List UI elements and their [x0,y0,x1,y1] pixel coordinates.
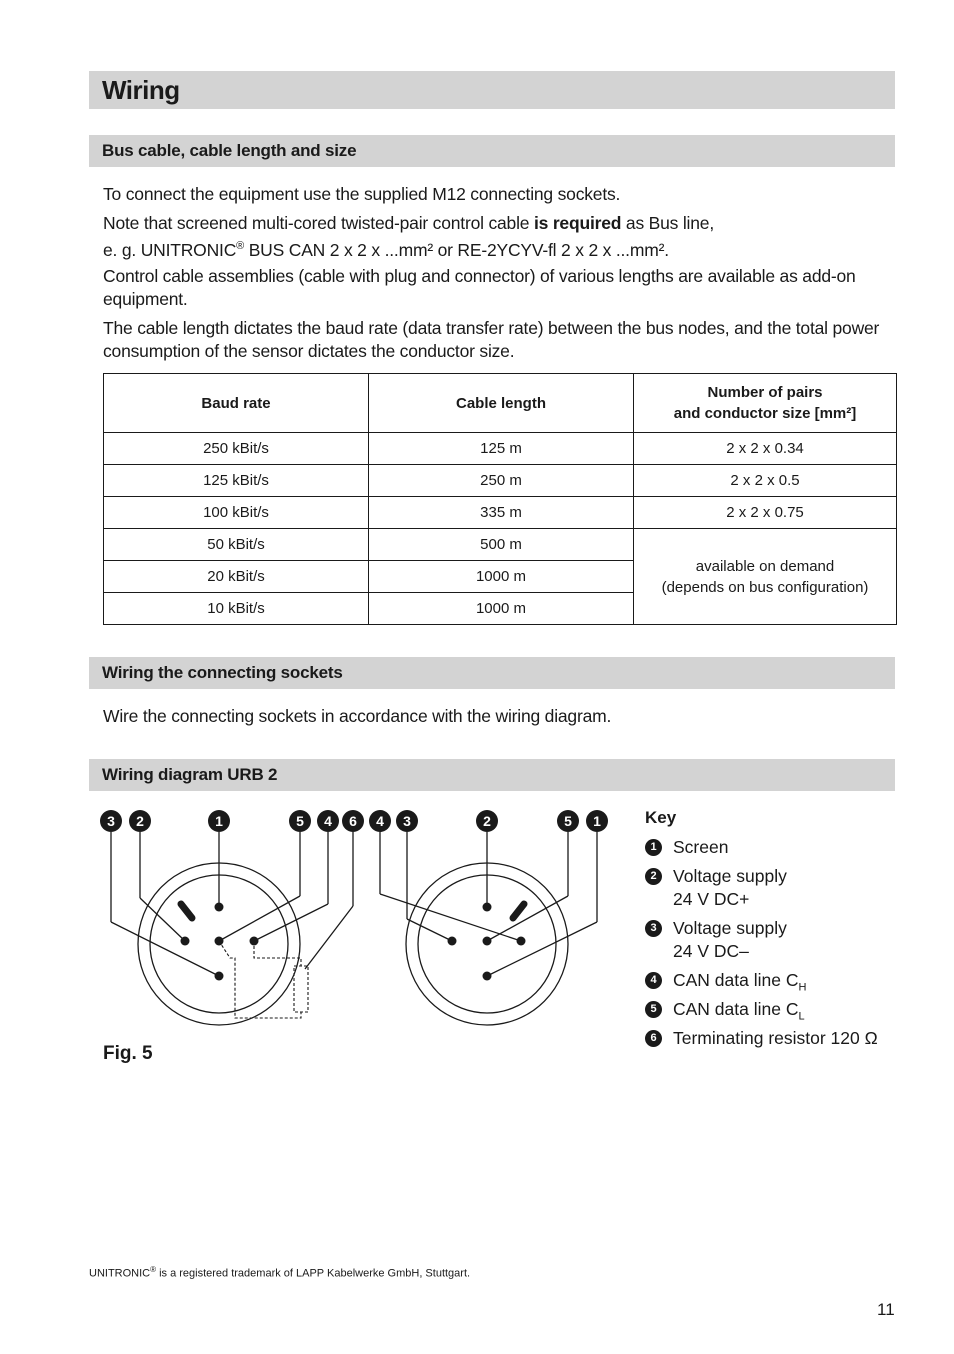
table-cell: 250 m [369,465,634,497]
key-label-subscript: H [798,981,807,994]
key-label-text: CAN data line C [673,970,799,990]
resistor-wire-dashed [254,941,301,966]
registered-mark: ® [236,240,245,252]
terminating-resistor [294,966,308,1012]
key-number: 4 [645,972,662,989]
table-cell: 2 x 2 x 0.5 [634,465,897,497]
pin-dot [483,903,492,912]
callout-number: 6 [349,813,357,829]
key-title: Key [645,808,677,827]
callout-number: 5 [296,813,304,829]
table-cell: 250 kBit/s [104,433,369,465]
section-title-sockets: Wiring the connecting sockets [102,663,343,682]
header-cable-length: Cable length [369,374,634,433]
pin-dot [517,937,526,946]
paragraph-assemblies: Control cable assemblies (cable with plug and connector) of various lengths are available as add-on equipment. [103,266,856,309]
page-title: Wiring [102,75,180,105]
key-label-line1: Voltage supply [673,918,787,938]
header-conductor-size-line2: and conductor size [mm²] [673,405,857,422]
leader-line [111,922,219,976]
footnote-text: is a registered trademark of LAPP Kabelwerke GmbH, Stuttgart. [156,1267,471,1280]
header-conductor-size-line1: Number of pairs [707,384,823,401]
table-cell: 335 m [369,497,634,529]
table-cell: 50 kBit/s [104,529,369,561]
key-label [673,865,787,911]
leader-line [407,919,452,941]
paragraph-wire-sockets: Wire the connecting sockets in accordance with the wiring diagram. [103,706,612,726]
paragraph-cable-note-text-d: BUS CAN 2 x 2 x ...mm² or RE-2YCYV-fl 2 x 2 x ...mm². [244,239,669,260]
table-cell: 20 kBit/s [104,561,369,593]
pin-dot [215,937,224,946]
resistor-wire-dashed [219,941,301,1018]
leader-line [487,922,597,976]
callout-number: 4 [376,813,384,829]
table-cell: 500 m [369,529,634,561]
callout-number: 1 [593,813,601,829]
key-number: 5 [645,1001,662,1018]
callout-number: 1 [215,813,223,829]
key-label [673,998,805,1029]
table-cell: 10 kBit/s [104,593,369,625]
footnote-registered-mark: ® [150,1265,157,1274]
callout-labels [100,810,608,832]
key-number: 6 [645,1030,662,1047]
footnote-brand: UNITRONIC [89,1267,151,1280]
paragraph-cable-note-text-b: as Bus line, [621,213,714,233]
coding-key [513,904,524,918]
pin-dot [483,972,492,981]
callout-number: 4 [324,813,332,829]
figure-label: Fig. 5 [103,1043,153,1064]
key-label-subscript: L [798,1010,805,1023]
paragraph-m12: To connect the equipment use the supplied M12 connecting sockets. [103,184,621,204]
table-cell: 1000 m [369,561,634,593]
key-number: 2 [645,868,662,885]
table-cell: 125 m [369,433,634,465]
leader-line [305,906,353,969]
section-title-bus-cable: Bus cable, cable length and size [102,141,357,160]
pin-dot [215,903,224,912]
callout-number: 5 [564,813,572,829]
key-number: 3 [645,920,662,937]
pin-dot [215,972,224,981]
table-cell: 2 x 2 x 0.34 [634,433,897,465]
footnote [89,1265,470,1280]
table-cell: 125 kBit/s [104,465,369,497]
pin-dot [250,937,259,946]
key-label [673,917,787,963]
paragraph-cable-note-text-a: Note that screened multi-cored twisted-pair control cable [103,213,534,233]
table-cell: 1000 m [369,593,634,625]
key-label: Terminating resistor 120 Ω [673,1028,878,1048]
merged-cell-line1: available on demand [695,557,835,575]
key-label: Screen [673,837,729,857]
section-title-diagram: Wiring diagram URB 2 [102,765,278,784]
merged-cell-line2: (depends on bus configuration) [661,578,869,596]
key-label-line2: 24 V DC+ [673,889,750,909]
page-number: 11 [877,1300,895,1319]
pin-dot [483,937,492,946]
key-label-line2: 24 V DC– [673,941,749,961]
coding-key [181,904,192,918]
paragraph-cable-note-bold: is required [533,213,622,233]
callout-number: 2 [483,813,491,829]
table-cell: 2 x 2 x 0.75 [634,497,897,529]
header-baud-rate: Baud rate [104,374,369,433]
callout-number: 3 [403,813,411,829]
pin-dot [181,937,190,946]
callout-number: 2 [136,813,144,829]
key-label-line1: Voltage supply [673,866,787,886]
paragraph-cable-note-text-c: e. g. UNITRONIC [103,239,237,260]
key-number: 1 [645,839,662,856]
key-label-text: CAN data line C [673,999,799,1019]
pin-dot [448,937,457,946]
paragraph-cable-length: The cable length dictates the baud rate (data transfer rate) between the bus nodes, and the total power consumption of the sensor dictates the conductor size. [103,318,880,361]
key-label [673,969,806,1000]
leader-line [254,904,328,941]
table-cell: 100 kBit/s [104,497,369,529]
callout-number: 3 [107,813,115,829]
